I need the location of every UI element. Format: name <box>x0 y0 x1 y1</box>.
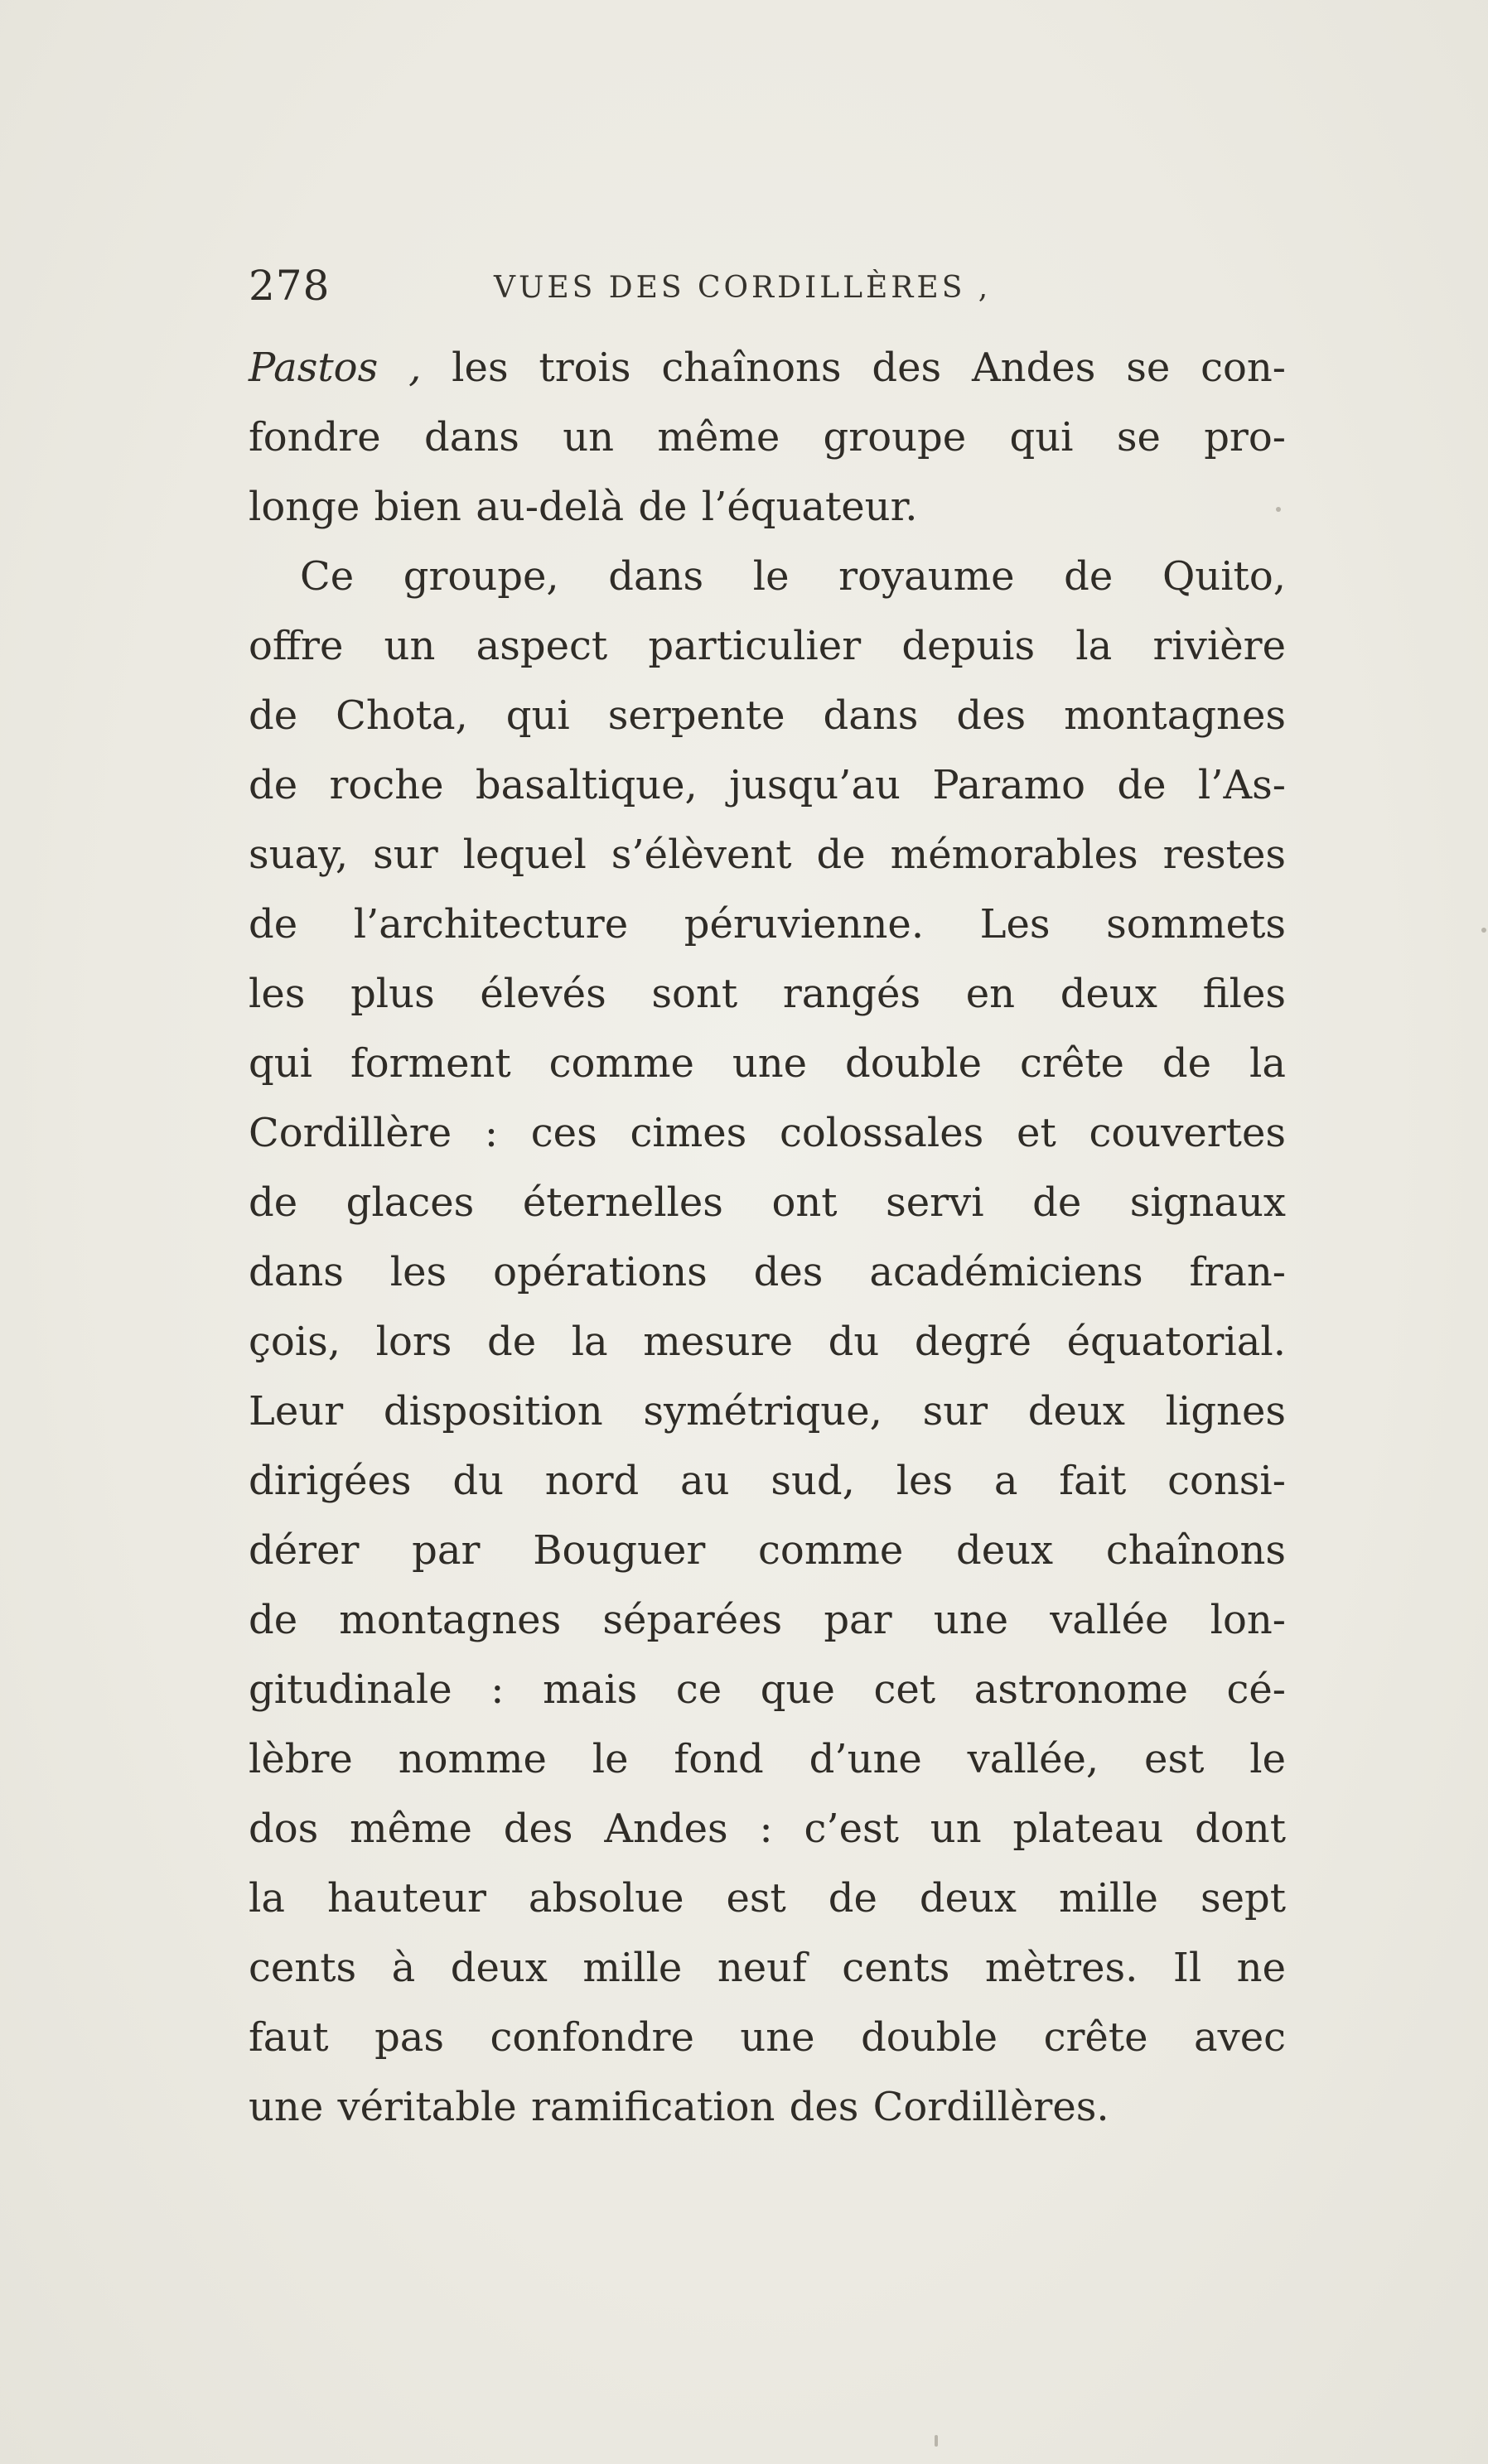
text-line: dérer par Bouguer comme deux chaînons <box>249 1527 1286 1574</box>
text-line: offre un aspect particulier depuis la rivière <box>249 623 1286 669</box>
italic-place-name: Pastos , <box>249 345 422 391</box>
text-line: longe bien au-delà de l’équateur. <box>249 484 918 530</box>
text-line: une véritable ramification des Cordillères. <box>249 2084 1109 2130</box>
text-line: qui forment comme une double crête de la <box>249 1040 1286 1087</box>
text-line: dos même des Andes : c’est un plateau dont <box>249 1806 1286 1852</box>
text-line: les plus élevés sont rangés en deux files <box>249 971 1286 1017</box>
text-line: dans les opérations des académiciens fran- <box>249 1249 1286 1295</box>
body-text <box>249 333 1286 2142</box>
paragraph-start-line: Ce groupe, dans le royaume de Quito, <box>300 553 1286 600</box>
text-line: gitudinale : mais ce que cet astronome cé- <box>249 1666 1286 1713</box>
text-line: cents à deux mille neuf cents mètres. Il ne <box>249 1945 1286 1991</box>
text-line: de glaces éternelles ont servi de signaux <box>249 1179 1286 1226</box>
text-line: Cordillère : ces cimes colossales et couvertes <box>249 1110 1286 1156</box>
text-line: suay, sur lequel s’élèvent de mémorables restes <box>249 832 1286 878</box>
text-line: de Chota, qui serpente dans des montagnes <box>249 692 1286 739</box>
paper-speck <box>1481 928 1486 933</box>
text-line: de montagnes séparées par une vallée lon- <box>249 1597 1286 1643</box>
paper-speck <box>1276 507 1281 512</box>
text-line: la hauteur absolue est de deux mille sept <box>249 1875 1286 1922</box>
text-line <box>249 333 1286 403</box>
text-line: Leur disposition symétrique, sur deux lignes <box>249 1388 1286 1435</box>
page-header <box>249 257 1284 315</box>
text-line: de l’architecture péruvienne. Les sommets <box>249 901 1286 948</box>
page-number: 278 <box>249 262 331 310</box>
text-line: çois, lors de la mesure du degré équatorial. <box>249 1319 1286 1365</box>
text-line-rest: les trois chaînons des Andes se con- <box>421 345 1286 391</box>
text-line: faut pas confondre une double crête avec <box>249 2014 1286 2061</box>
text-line: dirigées du nord au sud, les a fait consi- <box>249 1458 1286 1504</box>
text-line: fondre dans un même groupe qui se pro- <box>249 414 1286 460</box>
paper-speck <box>935 2435 938 2447</box>
text-line: lèbre nomme le fond d’une vallée, est le <box>249 1736 1286 1782</box>
text-line: de roche basaltique, jusqu’au Paramo de l’As- <box>249 762 1286 808</box>
running-head: VUES DES CORDILLÈRES , <box>494 271 992 305</box>
